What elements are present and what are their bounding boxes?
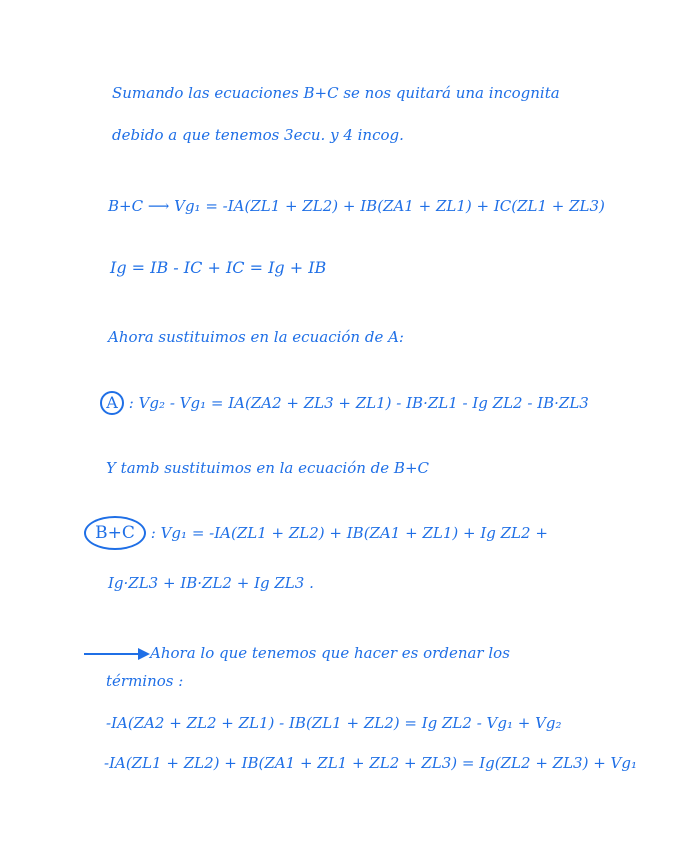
equation-bc-1 — [84, 516, 548, 550]
sustituir-a-heading: Ahora sustituimos en la ecuación de A: — [108, 328, 404, 346]
equation-bc-body-1: : Vg₁ = -IA(ZL1 + ZL2) + IB(ZA1 + ZL1) + Ig ZL2 + — [150, 524, 548, 542]
equation-a-circled-label: A — [100, 391, 124, 415]
right-arrow-head-icon — [138, 648, 150, 660]
intro-line-2: debido a que tenemos 3ecu. y 4 incog. — [112, 126, 404, 144]
equation-bc-circled-label: B+C — [84, 516, 146, 550]
equation-a-body: : Vg₂ - Vg₁ = IA(ZA2 + ZL3 + ZL1) - IB·ZL1 - Ig ZL2 - IB·ZL3 — [128, 394, 589, 412]
bc-sum-equation: B+C ⟶ Vg₁ = -IA(ZL1 + ZL2) + IB(ZA1 + ZL1) + IC(ZL1 + ZL3) — [108, 197, 605, 215]
equation-a — [100, 391, 589, 415]
final-equation-2: -IA(ZL1 + ZL2) + IB(ZA1 + ZL1 + ZL2 + ZL3) = Ig(ZL2 + ZL3) + Vg₁ — [104, 754, 637, 772]
right-arrow-icon — [84, 653, 144, 655]
ig-equation: Ig = IB - IC + IC = Ig + IB — [110, 258, 327, 277]
ordenar-line-2: términos : — [106, 672, 184, 690]
equation-bc-2: Ig·ZL3 + IB·ZL2 + Ig ZL3 . — [108, 574, 314, 592]
sustituir-bc-heading: Y tamb sustituimos en la ecuación de B+C — [106, 459, 429, 477]
final-equation-1: -IA(ZA2 + ZL2 + ZL1) - IB(ZL1 + ZL2) = Ig ZL2 - Vg₁ + Vg₂ — [106, 714, 562, 732]
ordenar-line-1: Ahora lo que tenemos que hacer es ordenar los — [150, 644, 510, 662]
intro-line-1: Sumando las ecuaciones B+C se nos quitará una incognita — [112, 84, 560, 102]
